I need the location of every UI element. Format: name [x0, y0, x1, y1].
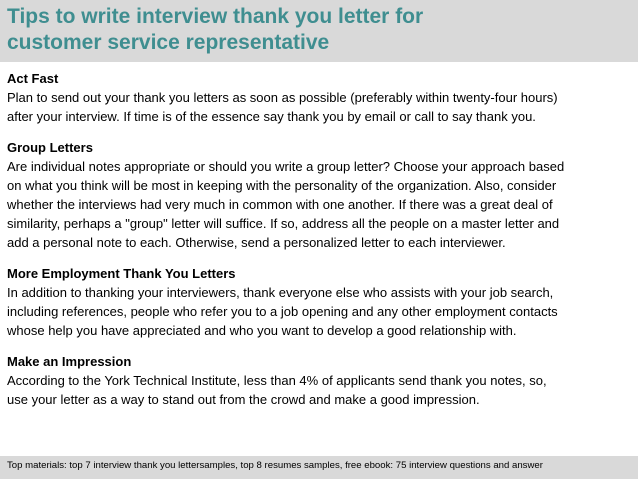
body-line: In addition to thanking your interviewers, thank everyone else who assists with your job search,: [7, 285, 554, 300]
page-title: [7, 4, 635, 56]
section-group-letters: [7, 138, 635, 252]
page-title-line-1: Tips to write interview thank you letter for: [7, 5, 424, 28]
body-line: add a personal note to each. Otherwise, send a personalized letter to each interviewer.: [7, 235, 506, 250]
slide-content: [7, 69, 635, 421]
body-line: Plan to send out your thank you letters as soon as possible (preferably within twenty-four hours): [7, 90, 558, 105]
section-heading: Make an Impression: [7, 354, 132, 369]
section-make-impression: [7, 352, 635, 409]
body-line: whether the interviews had very much in common with one another. If there was a great deal of: [7, 197, 553, 212]
body-line: similarity, perhaps a "group" letter will suffice. If so, address all the people on a master letter and: [7, 216, 560, 231]
footer-text: Top materials: top 7 interview thank you lettersamples, top 8 resumes samples, free ebook: 75 interview questions and answer: [7, 460, 543, 471]
section-heading: More Employment Thank You Letters: [7, 266, 236, 281]
page-title-line-2: customer service representative: [7, 31, 330, 54]
section-more-employment: [7, 264, 635, 340]
body-line: after your interview. If time is of the essence say thank you by email or call to say thank you.: [7, 109, 536, 124]
body-line: including references, people who refer you to a job opening and any other employment contacts: [7, 304, 558, 319]
section-body: [7, 88, 635, 126]
section-body: [7, 157, 635, 252]
body-line: on what you think will be most in keeping with the personality of the organization. Also, consider: [7, 178, 557, 193]
section-body: [7, 283, 635, 340]
body-line: whose help you have appreciated and who you want to develop a good relationship with.: [7, 323, 517, 338]
section-body: [7, 371, 635, 409]
body-line: use your letter as a way to stand out from the crowd and make a good impression.: [7, 392, 480, 407]
body-line: Are individual notes appropriate or should you write a group letter? Choose your approach based: [7, 159, 565, 174]
body-line: According to the York Technical Institute, less than 4% of applicants send thank you notes, so,: [7, 373, 547, 388]
section-heading: Group Letters: [7, 140, 93, 155]
section-heading: Act Fast: [7, 71, 59, 86]
section-act-fast: [7, 69, 635, 126]
